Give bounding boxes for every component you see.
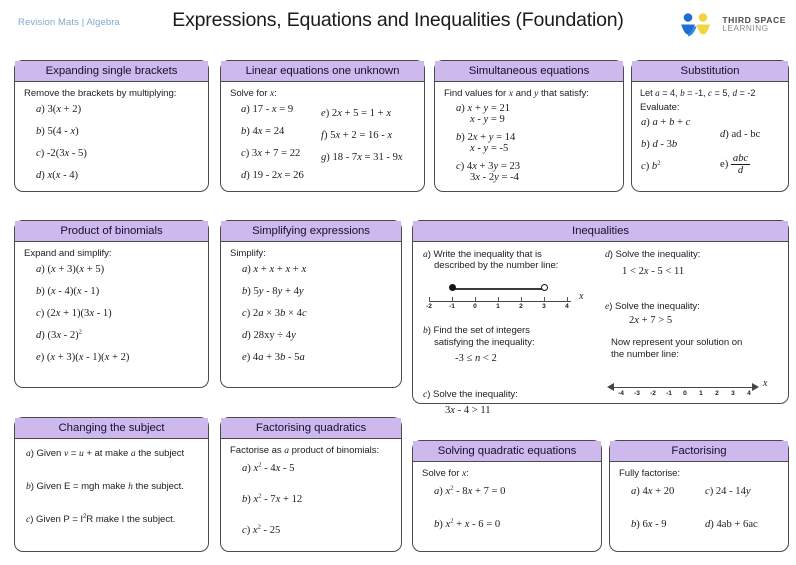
question-item: b) d - 3b [641,138,678,150]
inequality-d-expression: 1 < 2x - 5 < 11 [622,265,685,277]
box-factorising [609,440,789,552]
question-label: e) [720,158,729,170]
question-item: f) 5x + 2 = 16 - x [321,129,393,141]
box-solving-quadratic-equations [412,440,602,552]
question-item: a) Given v = u + at make a the subject [26,447,185,459]
number-line-tick-label: 3 [542,302,546,310]
box-factorising-quadratics [220,417,402,552]
box-inequalities [412,220,789,416]
question-item: d) (3x - 2)$^2$ [36,327,82,341]
box-product-of-binomials [14,220,209,388]
number-line-question-e [607,377,781,403]
question-item: b) 2x + y = 14 x - y = -5 [456,132,615,154]
question-item: c) 24 - 14y [705,485,751,497]
question-item: a) x + y = 21 x - y = 9 [456,103,615,125]
box-lead: Let a = 4, b = -1, c = 5, d = -2 [640,87,756,98]
number-line-tick-label: -1 [449,302,455,310]
inequality-c-expression: 3x - 4 > 11 [445,404,491,416]
number-line-tick-label: 1 [699,389,703,397]
question-item: a) $x^2 - 8x + 7 = 0$ [434,483,506,497]
box-title: Simultaneous equations [435,61,623,82]
question-item: c) -2(3x - 5) [36,147,87,159]
number-line-open-dot [541,284,548,291]
question-item: d) 19 - 2x = 26 [241,169,304,181]
box-expanding-single-brackets [14,60,209,192]
question-item: b) 5(4 - x) [36,125,79,137]
question-item: c) 3x + 7 = 22 [241,147,301,159]
fraction-numerator: abc [732,152,749,164]
box-lead: Simplify: [230,247,266,259]
logo-text-line1: THIRD SPACE [722,14,786,25]
question-item: a) $x^2 - 4x - 5$ [242,460,295,474]
box-title: Product of binomials [15,221,208,242]
number-line-tick-label: -2 [426,302,432,310]
question-item: c) (2x + 1)(3x - 1) [36,307,112,319]
box-title: Expanding single brackets [15,61,208,82]
question-item: e) (x + 3)(x - 1)(x + 2) [36,351,130,363]
page-title: Expressions, Equations and Inequalities (Foundation) [172,9,624,31]
question-item: b) 6x - 9 [631,518,667,530]
box-simultaneous-equations [434,60,624,192]
third-space-learning-logo [679,11,786,39]
inequality-b-expression: -3 ≤ n < 2 [455,352,497,364]
question-item: e) 2x + 5 = 1 + x [321,107,392,119]
number-line-tick-label: 2 [715,389,719,397]
box-title: Linear equations one unknown [221,61,424,82]
question-item: c) $x^2 - 25$ [242,522,281,536]
arrow-left-icon [607,383,614,391]
breadcrumb: Revision Mats | Algebra [18,17,120,28]
question-item: d) 28xy ÷ 4y [242,329,296,341]
number-line-tick-label: -1 [666,389,672,397]
inequality-e-expression: 2x + 7 > 5 [629,314,673,326]
number-line-tick-label: -3 [634,389,640,397]
question-item: g) 18 - 7x = 31 - 9x [321,151,403,163]
box-title: Simplifying expressions [221,221,401,242]
box-lead: Solve for x: [230,87,277,99]
question-item: b) 5y - 8y + 4y [242,285,304,297]
number-line-closed-dot [449,284,456,291]
question-item: b) Given E = mgh make h the subject. [26,480,184,492]
question-item: a) a + b + c [641,116,691,128]
number-line-tick-label: 0 [683,389,687,397]
question-item [720,153,760,176]
box-simplifying-expressions [220,220,402,388]
question-item: c) $b^2$ [641,158,661,172]
box-title: Factorising quadratics [221,418,401,439]
question-line-2: x - y = 9 [470,113,505,125]
box-lead: Solve for x: [422,467,469,479]
question-item: c) 2a × 3b × 4c [242,307,307,319]
number-line-tick-label: -2 [650,389,656,397]
box-title: Substitution [632,61,788,82]
question-item: b) (x - 4)(x - 1) [36,285,100,297]
number-line-tick-label: 4 [565,302,569,310]
question-item: b) 4x = 24 [241,125,285,137]
number-line-axis-label: x [763,377,768,389]
number-line-tick-label: 0 [473,302,477,310]
inequality-e-note-2: the number line: [611,348,679,360]
question-item: d) ad - bc [720,128,761,140]
box-linear-equations-one-unknown [220,60,425,192]
inequality-d-line-1: d) Solve the inequality: [605,248,701,260]
box-lead: Factorise as a product of binomials: [230,444,380,456]
box-substitution [631,60,789,192]
question-line-2: x - y = -5 [470,142,509,154]
box-title: Solving quadratic equations [413,441,601,462]
box-lead: Remove the brackets by multiplying: [24,87,177,99]
inequality-e-note-1: Now represent your solution on [611,336,743,348]
question-item: d) 4ab + 6ac [705,518,758,530]
question-item: a) (x + 3)(x + 5) [36,263,105,275]
logo-mark-icon [679,12,715,38]
box-title: Changing the subject [15,418,208,439]
number-line-tick-label: 2 [519,302,523,310]
question-item: a) 3(x + 2) [36,103,82,115]
number-line-tick-label: 4 [747,389,751,397]
question-line-2: 3x - 2y = -4 [470,171,519,183]
question-item: a) 17 - x = 9 [241,103,294,115]
logo-text-line2: LEARNING [722,24,769,34]
box-changing-the-subject [14,417,209,552]
fraction-denominator: d [737,164,744,176]
question-item: b) $x^2 + x - 6 = 0$ [434,516,501,530]
question-item: d) x(x - 4) [36,169,79,181]
box-lead: Fully factorise: [619,467,681,479]
number-line-question-a [426,281,589,313]
question-item: c) Given $P = I^2R$ make I the subject. [26,513,176,525]
number-line-axis-label: x [579,290,584,302]
question-item: a) 4x + 20 [631,485,675,497]
number-line-tick-label: 3 [731,389,735,397]
question-item: e) 4a + 3b - 5a [242,351,305,363]
inequality-a-line-2: described by the number line: [434,259,559,271]
box-title: Factorising [610,441,788,462]
inequality-a-line-1: a) Write the inequality that is [423,248,542,260]
box-lead-2: Evaluate: [640,101,680,113]
inequality-b-line-2: satisfying the inequality: [434,336,535,348]
inequality-b-line-1: b) Find the set of integers [423,324,530,336]
box-lead: Expand and simplify: [24,247,112,259]
question-item: a) x + x + x + x [242,263,307,275]
box-lead: Find values for x and y that satisfy: [444,87,589,99]
number-line-tick-label: 1 [496,302,500,310]
inequality-e-line-1: e) Solve the inequality: [605,300,700,312]
question-item: c) 4x + 3y = 23 3x - 2y = -4 [456,161,615,183]
question-item: b) $x^2 - 7x + 12$ [242,491,303,505]
inequality-c-line-1: c) Solve the inequality: [423,388,518,400]
box-title: Inequalities [413,221,788,242]
page-header [0,0,796,48]
number-line-tick-label: -4 [618,389,624,397]
